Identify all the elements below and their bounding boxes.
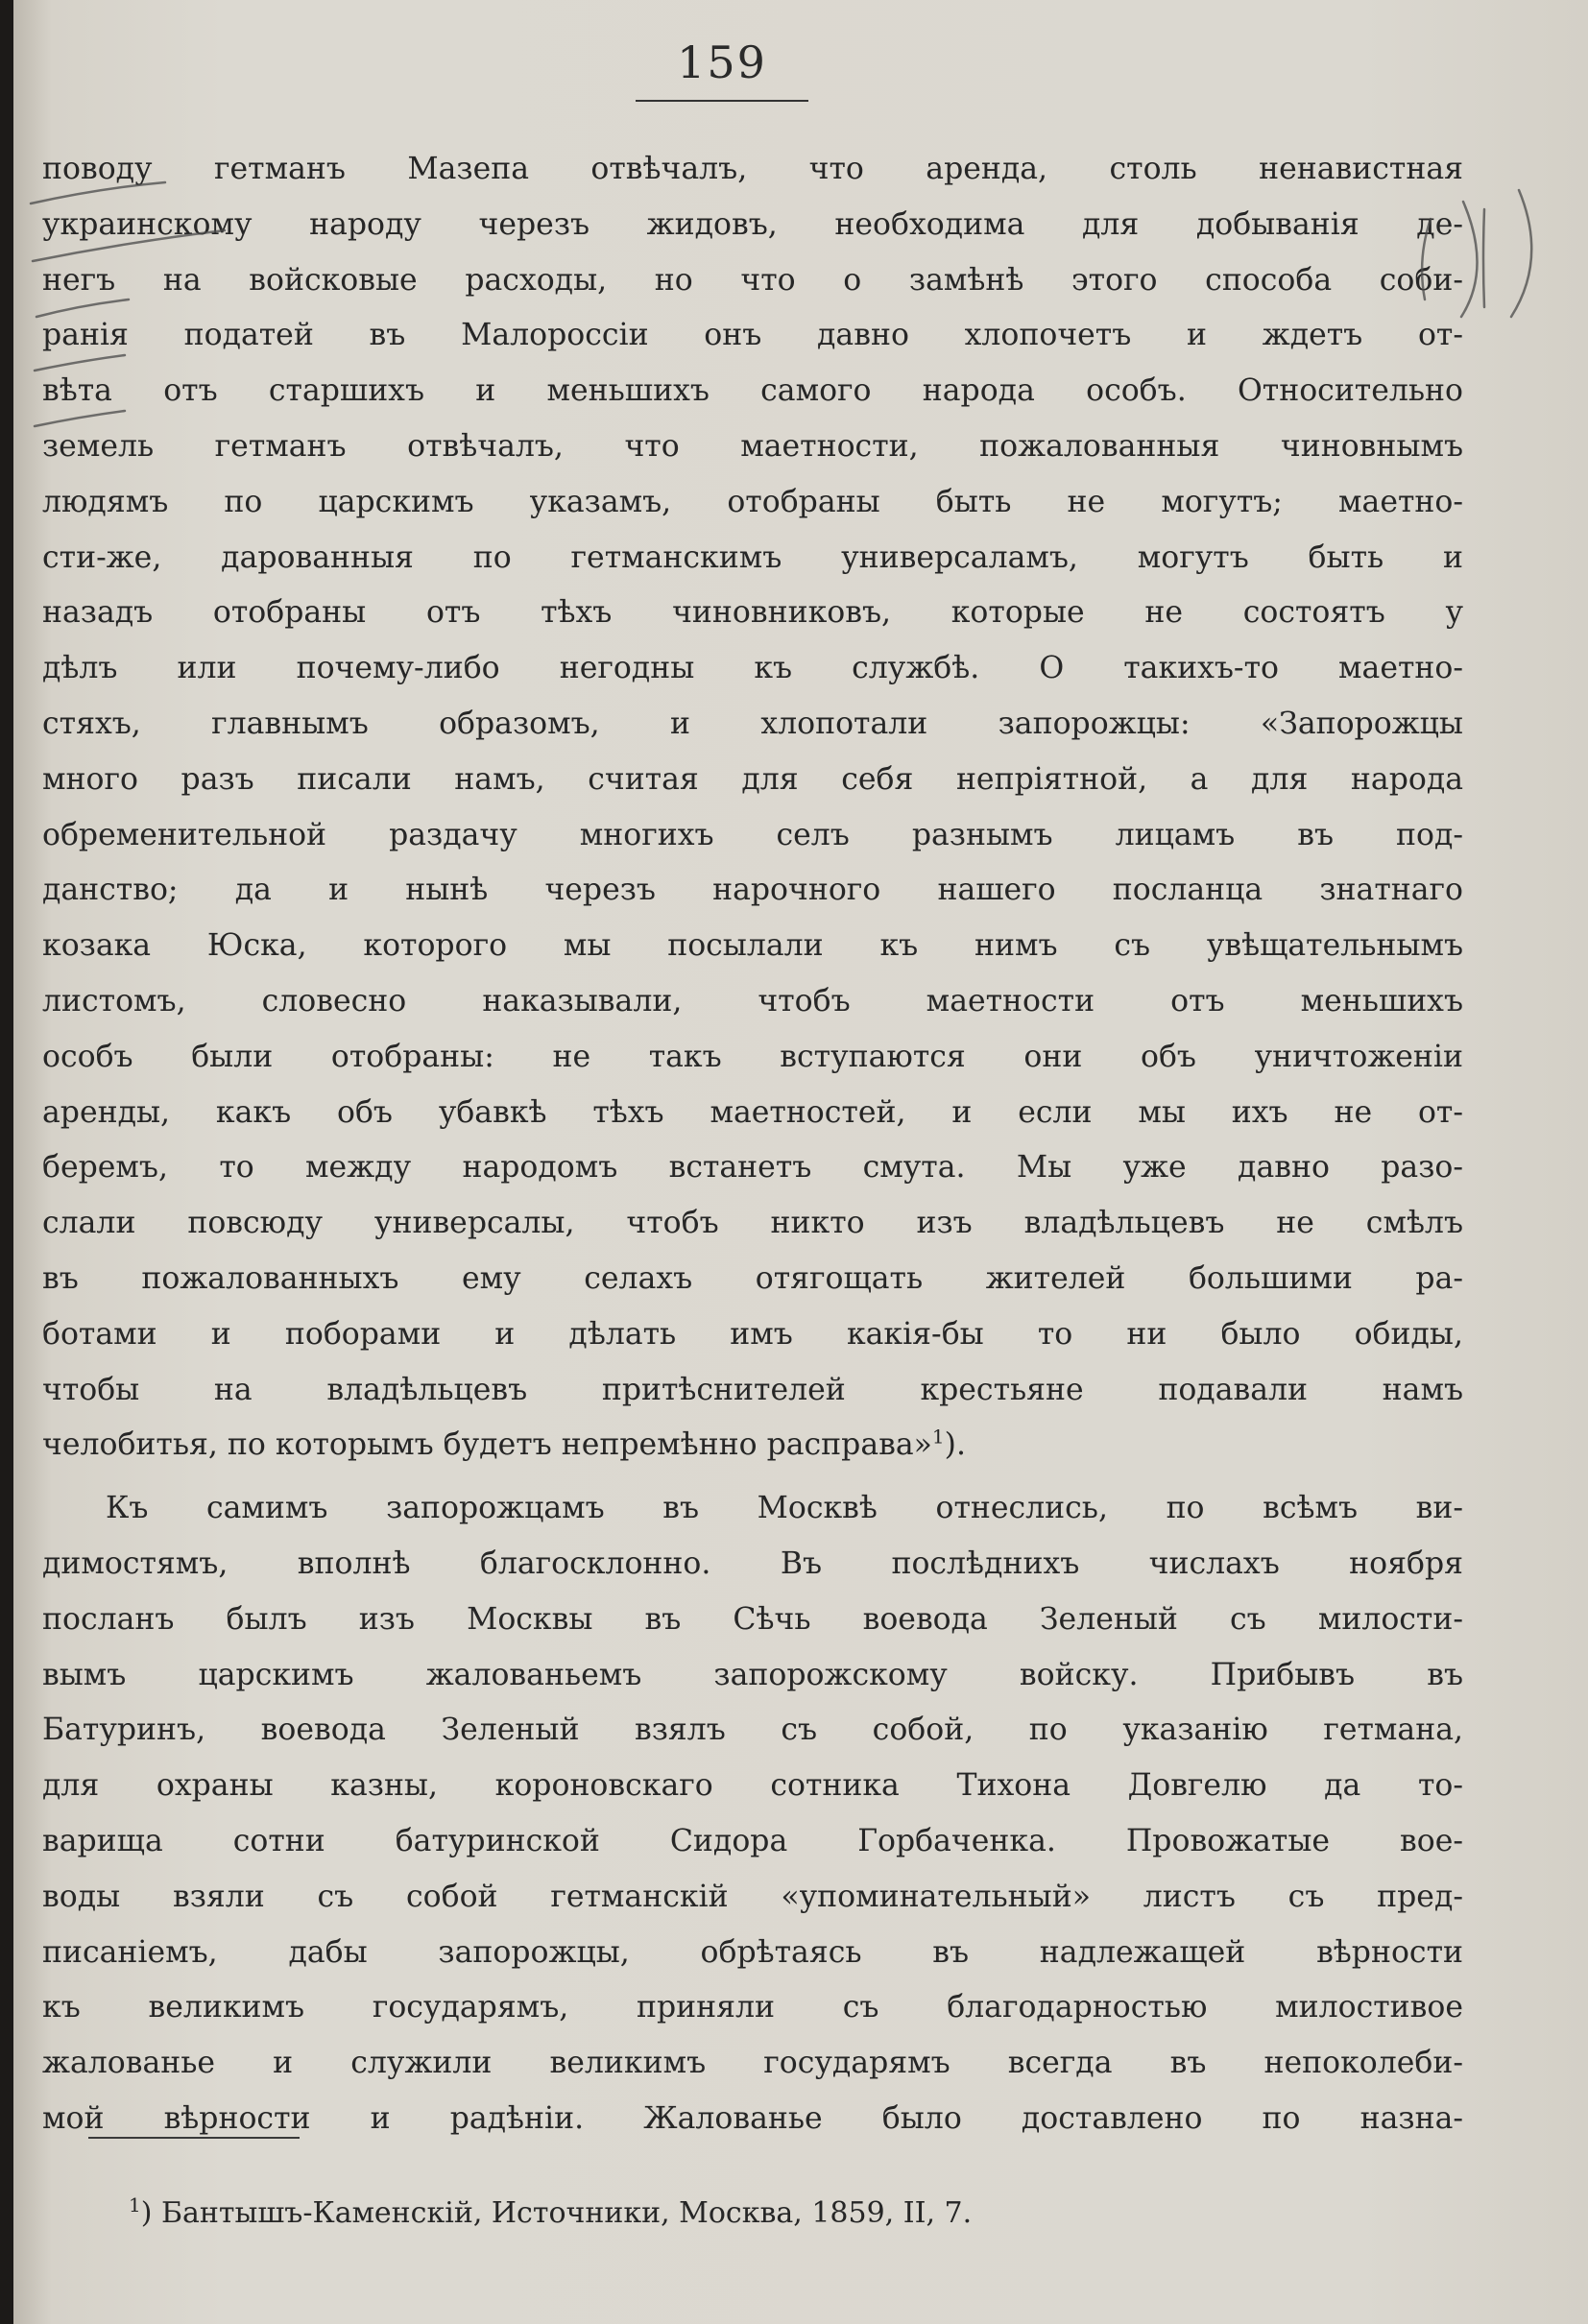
footnote-rule bbox=[88, 2137, 300, 2139]
text-line: много разъ писали намъ, считая для себя непріятной, а для народа bbox=[42, 761, 1463, 797]
text-line: назадъ отобраны отъ тѣхъ чиновниковъ, которые не состоятъ у bbox=[42, 595, 1463, 631]
pencil-bracket bbox=[1461, 202, 1478, 317]
text-line: челобитья, по которымъ будетъ непремѣнно расправа» bbox=[42, 1427, 932, 1463]
page-number-rule bbox=[636, 100, 808, 102]
text-line: Къ самимъ запорожцамъ въ Москвѣ отнеслись, по всѣмъ ви- bbox=[106, 1491, 1463, 1526]
text-line: земель гетманъ отвѣчалъ, что маетности, пожалованныя чиновнымъ bbox=[42, 428, 1463, 464]
text-line: листомъ, словесно наказывали, чтобъ маетности отъ меньшихъ bbox=[42, 983, 1463, 1018]
text-line: аренды, какъ объ убавкѣ тѣхъ маетностей, и если мы ихъ не от- bbox=[42, 1094, 1463, 1130]
text-line: чтобы на владѣльцевъ притѣснителей крестьяне подавали намъ bbox=[42, 1372, 1463, 1407]
text-line: вымъ царскимъ жалованьемъ запорожскому войску. Прибывъ въ bbox=[42, 1657, 1463, 1692]
text-line: вѣта отъ старшихъ и меньшихъ самого народа особъ. Относительно bbox=[42, 373, 1463, 409]
line-tail: ). bbox=[944, 1427, 966, 1463]
text-line: жалованье и служили великимъ государямъ всегда въ непоколеби- bbox=[42, 2046, 1463, 2081]
footnote-marker: 1 bbox=[931, 1425, 945, 1449]
text-line: особъ были отобраны: не такъ вступаются они объ уничтоженіи bbox=[42, 1039, 1463, 1074]
page-number: 159 bbox=[677, 36, 767, 88]
text-line: сти-же, дарованныя по гетманскимъ универсаламъ, могутъ быть и bbox=[42, 539, 1463, 575]
text-line: обременительной раздачу многихъ селъ разнымъ лицамъ въ под- bbox=[42, 817, 1463, 852]
text-line: писаніемъ, дабы запорожцы, обрѣтаясь въ надлежащей вѣрности bbox=[42, 1934, 1463, 1970]
text-line: козака Юска, которого мы посылали къ нимъ съ увѣщательнымъ bbox=[42, 928, 1463, 964]
footnote-marker: 1 bbox=[129, 2193, 141, 2216]
text-line: людямъ по царскимъ указамъ, отобраны быть не могутъ; маетно- bbox=[42, 484, 1463, 519]
text-line: данство; да и нынѣ черезъ нарочного нашего посланца знатнаго bbox=[42, 873, 1463, 908]
text-line: посланъ былъ изъ Москвы въ Сѣчь воевода Зеленый съ милости- bbox=[42, 1601, 1463, 1637]
text-line: ранія податей въ Малороссіи онъ давно хлопочетъ и ждетъ от- bbox=[42, 318, 1463, 353]
paragraph-1 bbox=[42, 142, 1463, 1473]
text-line: ботами и поборами и дѣлать имъ какія-бы то ни было обиды, bbox=[42, 1316, 1463, 1352]
text-line: слали повсюду универсалы, чтобъ никто изъ владѣльцевъ не смѣлъ bbox=[42, 1206, 1463, 1241]
pencil-bracket bbox=[1511, 190, 1531, 317]
text-line: въ пожалованныхъ ему селахъ отягощать жителей большими ра- bbox=[42, 1260, 1463, 1296]
text-line: Батуринъ, воевода Зеленый взялъ съ собой, по указанію гетмана, bbox=[42, 1713, 1463, 1748]
text-line: воды взяли съ собой гетманскій «упоминательный» листъ съ пред- bbox=[42, 1879, 1463, 1914]
book-page bbox=[13, 0, 1588, 2324]
text-line: мой вѣрности и радѣніи. Жалованье было доставлено по назна- bbox=[42, 2100, 1463, 2136]
text-line: негъ на войсковые расходы, но что о замѣнѣ этого способа соби- bbox=[42, 262, 1463, 298]
text-line: поводу гетманъ Мазепа отвѣчалъ, что аренда, столь ненавистная bbox=[42, 152, 1463, 186]
paragraph-2 bbox=[42, 1481, 1463, 2147]
text-line: для охраны казны, короновскаго сотника Тихона Довгелю да то- bbox=[42, 1768, 1463, 1804]
text-line: варища сотни батуринской Сидора Горбаченка. Провожатые вое- bbox=[42, 1823, 1463, 1858]
text-line: къ великимъ государямъ, приняли съ благодарностью милостивое bbox=[42, 1990, 1463, 2025]
text-line: стяхъ, главнымъ образомъ, и хлопотали запорожцы: «Запорожцы bbox=[42, 706, 1463, 741]
footnote-text: ) Бантышъ-Каменскій, Источники, Москва, 1859, II, 7. bbox=[140, 2196, 973, 2230]
footnote bbox=[129, 2193, 973, 2230]
text-line: украинскому народу черезъ жидовъ, необходима для добыванія де- bbox=[42, 206, 1463, 242]
text-line-last bbox=[42, 1418, 1463, 1473]
text-line: димостямъ, вполнѣ благосклонно. Въ послѣднихъ числахъ ноября bbox=[42, 1545, 1463, 1581]
pencil-bracket bbox=[1483, 209, 1484, 307]
text-line: беремъ, то между народомъ встанетъ смута. Мы уже давно разо- bbox=[42, 1150, 1463, 1186]
text-line: дѣлъ или почему-либо негодны къ службѣ. О такихъ-то маетно- bbox=[42, 651, 1463, 686]
body-text bbox=[42, 142, 1463, 2147]
